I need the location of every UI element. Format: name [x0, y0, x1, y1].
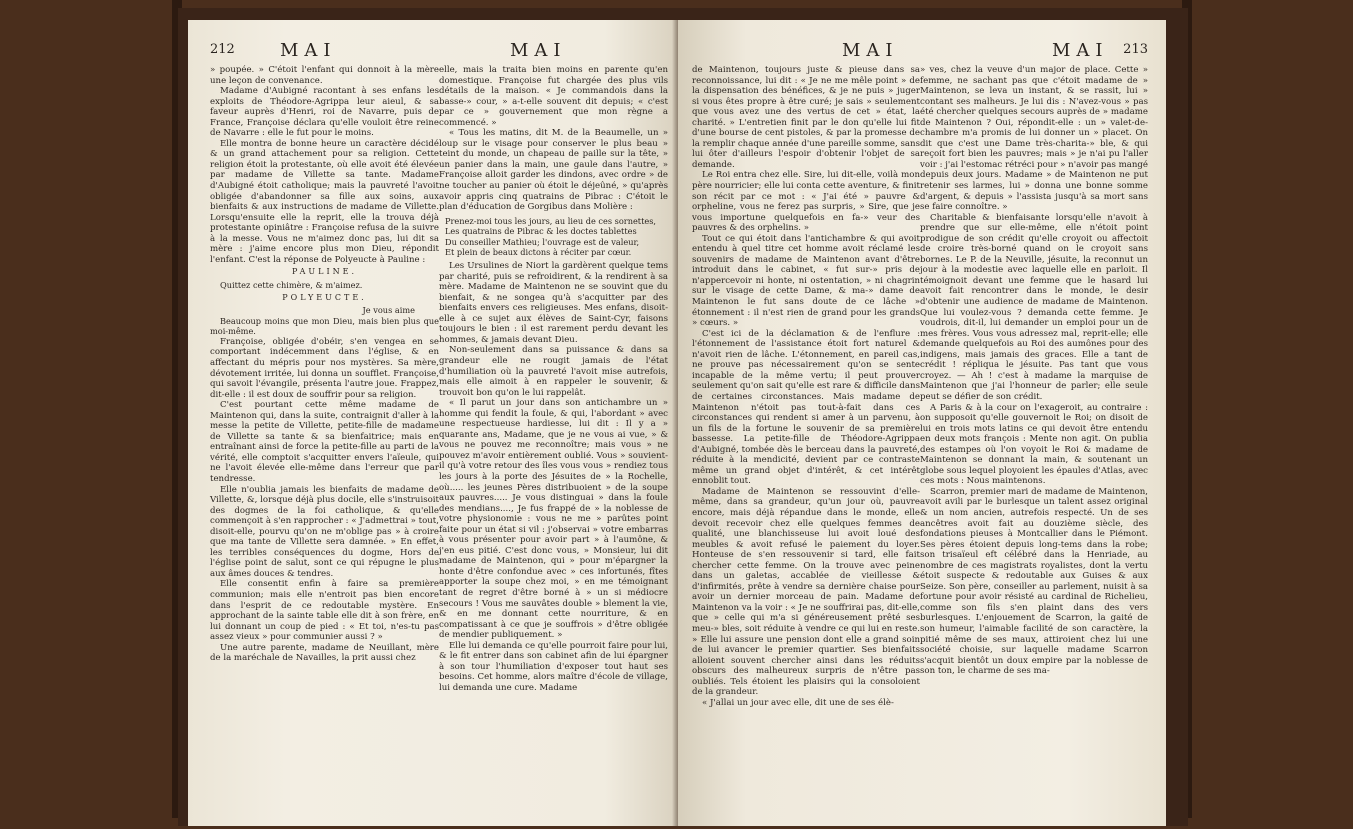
left-col2-paragraph: elle, mais la traita bien moins en parente qu'en domestique. Françoise fut chargée des plus vils détails de la maison. « Je commandois dans la basse-» cour, » a-t-elle souvent dit depuis; « c'est par ce » gouvernement que mon règne a commencé. » — [439, 65, 668, 128]
verse-polyeucte-b: Beaucoup moins que mon Dieu, mais bien plus que moi-même. — [210, 315, 439, 337]
left-col1-paragraph: » poupée. » C'étoit l'enfant qui donnoit à la mère une leçon de convenance. — [210, 65, 439, 86]
left-col1b-paragraph: Elle consentit enfin à faire sa première communion; mais elle n'entroit pas bien encore dans l'esprit de ce redoutable mystère. En approchant de la sainte table elle dit à son frère, en lui donnant un coup de pied : « Et toi, n'es-tu pas assez vieux » pour communier aussi ? » — [210, 579, 439, 643]
right-column-2 — [920, 65, 1148, 708]
right-col1-paragraph: Madame de Maintenon se ressouvint d'elle-même, dans sa grandeur, qu'un jour où, pauvre encore, mais déjà répandue dans le monde, elle devoit recevoir chez elle quelques femmes de qualité, une blanchisseuse lui avoit loué des meubles & avoit refusé le paiement du loyer. Honteuse de s'en ressouvenir si tard, elle fait chercher cette femme. On la trouve avec peine dans un galetas, accablée de vieillesse & d'infirmités, prête à vendre sa dernière chaise pour avoir un dernier morceau de pain. Madame de Maintenon va la voir : « Je ne souffrirai pas, dit-elle, que » celle qui m'a si généreusement prêté ses meu-» bles, soit réduite à vendre ce qui lui en reste. » Elle lui assure une pension dont elle a grand soin de lui avancer le premier quartier. Ses bienfaits alloient souvent chercher ainsi dans les réduits obscurs des malheureux surpris de n'être pas oubliés. Tels étoient les plaisirs qui la consoloient de la grandeur. — [692, 486, 920, 698]
left-col1b-paragraph: Une autre parente, madame de Neuillant, mère de la maréchale de Navailles, la prit aussi chez — [210, 642, 439, 664]
right-column-1 — [692, 65, 920, 708]
left-col2b-paragraph: Elle lui demanda ce qu'elle pourroit faire pour lui, & le fit entrer dans son cabinet afin de lui épargner à son tour l'humiliation d'exposer tout haut ses besoins. Cet homme, alors maître d'école de village, lui demanda une cure. Madame — [439, 640, 668, 693]
left-running-head-1: MAI — [280, 40, 337, 61]
verse-line: Prenez-moi tous les jours, au lieu de ces sornettes, — [445, 215, 657, 226]
right-col2-paragraph: A Paris & à la cour on l'exageroit, au contraire : on supposoit qu'elle gouvernoit le Roi; on disoit de lui en trois mots latins ce qui devoit être entendu en deux mots françois : Mente non agit. On publia des estampes où l'on voyoit le Roi & madame de Maintenon se donnant la main, & soutenant un globe sous lequel ployoient les épaules d'Atlas, avec ces mots : Nous maintenons. — [920, 402, 1148, 487]
left-col1b-paragraph: Elle n'oublia jamais les bienfaits de madame de Villette, &, lorsque déjà plus docile, elle s'instruisoit des dogmes de la foi catholique, & qu'elle commençoit à s'en rapprocher : « J'admettrai » tout, disoit-elle, pourvu qu'on ne m'oblige pas » à croire que ma tante de Villette sera damnée. » En effet, les terribles conséquences du dogme, Hors de l'église point de salut, sont ce qui répugne le plus aux âmes douces & tendres. — [210, 484, 439, 579]
speaker-pauline: PAULINE. — [291, 267, 358, 277]
verse-line: Et plein de beaux dictons à réciter par cœur. — [445, 247, 632, 258]
right-page-header — [692, 40, 1148, 62]
speaker-polyeucte: POLYEUCTE. — [282, 292, 367, 302]
right-col1-paragraph: C'est ici de la déclamation & de l'enflure : l'étonnement de l'assistance étoit fort naturel & n'avoit rien de lâche. L'étonnement, en pareil cas, ne prouve pas nécessairement qu'on se sente incapable de la même vertu; il peut prouver seulement qu'on sait qu'elle est rare & difficile dans de certaines circonstances. Mais madame de Maintenon n'étoit pas tout-à-fait dans ces circonstances qui rendent si amer à un parvenu, à un fils de la fortune le souvenir de sa première bassesse. La petite-fille de Théodore-Agrippa d'Aubigné, tombée dès le berceau dans la pauvreté, réduite à la mendicité, devient par ce contraste même un grand objet d'intérêt, & cet intérêt ennoblit tout. — [692, 328, 920, 487]
open-book — [178, 8, 1188, 826]
left-page-header — [210, 40, 668, 62]
left-column-2 — [439, 65, 668, 693]
left-col2b-paragraph: Non-seulement dans sa puissance & dans sa grandeur elle ne rougit jamais de l'état d'humiliation où la pauvreté l'avoit mise autrefois, mais elle aimoit à en rappeler le souvenir, & trouvoit bon qu'on le lui rappelât. — [439, 345, 668, 398]
verse-polyeucte-a: Je vous aime — [362, 305, 415, 316]
right-page — [678, 20, 1166, 826]
verse-line: Du conseiller Mathieu; l'ouvrage est de valeur, — [445, 236, 640, 247]
right-page-number: 213 — [1123, 42, 1148, 57]
right-col2-paragraph: » ves, chez la veuve d'un major de place. Cette » femme, ne sachant pas que c'étoit madame de » Maintenon, se leva un instant, & se rassit, lui » contant ses malheurs. Je lui dis : N'avez-vous » pas été chercher quelques secours auprès de » madame de Maintenon ? Oui, répondit-elle : un » valet-de-chambre m'a promis de lui donner un » placet. On dit que c'est une Dame très-charita-» ble, & qui reçoit fort bien les pauvres; mais » je n'ai pu l'aller voir : j'ai l'estomac rétréci pour » n'avoir pas mangé depuis deux jours. Madame » de Maintenon ne put retenir ses larmes, lui » donna une bonne somme d'argent, & depuis » l'assista jusqu'à sa mort sans se faire connoître. » — [920, 65, 1148, 213]
left-col1b-paragraph: Françoise, obligée d'obéir, s'en vengea en se comportant indécemment dans l'église, & en affectant du mépris pour nos mystères. Sa mère, dévotement irritée, lui donna un soufflet. Françoise, qui savoit l'évangile, présenta l'autre joue. Frappez, dit-elle : il est doux de souffrir pour sa religion. — [210, 336, 439, 400]
left-col2-paragraph: « Tous les matins, dit M. de la Beaumelle, un » loup sur le visage pour conserver le plus beau » teint du monde, un chapeau de paille sur la tête, » un panier dans la main, une gaule dans l'autre, » Françoise alloit garder les dindons, avec ordre » de ne toucher au panier où étoit le déjeûné, » qu'après avoir appris cinq quatrains de Pibrac : C'étoit le plan d'éducation de Gorgibus dans Molière : — [439, 128, 668, 213]
verse-pauline: Quittez cette chimère, & m'aimez. — [220, 279, 363, 290]
left-col2b-paragraph: Les Ursulines de Niort la gardèrent quelque tems par charité, puis se refroidirent, & la rendirent à sa mère. Madame de Maintenon ne se souvint que du bienfait, & ne songea qu'à s'acquitter par des bienfaits envers ces religieuses. Mes enfans, disoit-elle à ce sujet aux élèves de Saint-Cyr, faisons toujours le bien : il est rarement perdu devant les hommes, & jamais devant Dieu. — [439, 261, 668, 345]
left-col1-paragraph: Elle montra de bonne heure un caractère décidé & un grand attachement pour sa religion. Cette religion étoit la protestante, où elle avoit été élevée par madame de Villette sa tante. Madame d'Aubigné étoit catholique; mais la pauvreté l'avoit obligée d'abandonner sa fille aux soins, aux bienfaits & aux instructions de madame de Villette. Lorsqu'ensuite elle la reprit, elle la trouva déjà protestante opiniâtre : Françoise refusa de la suivre à la messe. Vous ne m'aimez donc pas, lui dit sa mère : j'aime encore plus mon Dieu, répondit l'enfant. C'est la réponse de Polyeucte à Pauline : — [210, 138, 439, 265]
left-column-1 — [210, 65, 439, 693]
left-page-number: 212 — [210, 42, 235, 57]
right-col2-paragraph: Charitable & bienfaisante lorsqu'elle n'avoit à prendre que sur elle-même, elle n'étoit point prodigue de son crédit qu'elle croyoit ou affectoit de croire très-borné quand on le croyoit sans bornes. Le P. de la Neuville, jésuite, la reconnut un jour à la modestie avec laquelle elle en parloit. Il témoignoit devant une femme que le hasard lui avoit fait rencontrer dans le monde, le desir d'obtenir une audience de madame de Maintenon. Que lui voulez-vous ? demanda cette femme. Je voudrois, dit-il, lui demander un emploi pour un de mes frères. Vous vous adressez mal, reprit-elle; elle demande quelquefois au Roi des aumônes pour des indigens, mais jamais des graces. Elle a tant de crédit ! répliqua le jésuite. Pas tant que vous croyez. — Ah ! c'est à madame la marquise de Maintenon que j'ai l'honneur de parler; elle seule peut se défier de son crédit. — [920, 212, 1148, 402]
right-col1-paragraph: Le Roi entra chez elle. Sire, lui dit-elle, voilà mon père nourricier; elle lui conta cette aventure, & finit son récit par ce mot : « J'ai été » pauvre & orpheline, vous ne ferez pas surpris, » Sire, que je vous importune quelquefois en fa-» veur des pauvres & des orphelins. » — [692, 170, 920, 234]
left-col2b-paragraph: « Il parut un jour dans son antichambre un » homme qui fendit la foule, & qui, l'abordant » avec une respectueuse hardiesse, lui dit : Il y a » quarante ans, Madame, que je ne vous ai vue, » & vous ne pouvez me reconnoître; mais vous » ne pouvez m'avoir entièrement oublié. Vous » souvient-il qu'à votre retour des îles vous vous » rendiez tous les jours à la porte des Jésuites de » la Rochelle, où..... les jeunes Pères distribuoient » de la soupe aux pauvres..... Je vous distinguai » dans la foule des mendians...., Je fus frappé de » la noblesse de votre physionomie : vous ne me » parûtes point faite pour un état si vil : j'observai » votre embarras à vous présenter pour avoir part » à l'aumône, & j'en eus pitié. C'est donc vous, » Monsieur, lui dit madame de Maintenon, qui » pour m'épargner la honte d'être confondue avec » ces infortunés, fîtes apporter la soupe chez moi, » en me témoignant tant de regret d'être borné à » un si médiocre secours ! Vous me sauvâtes double » blement la vie, & en me donnant cette nourriture, & en compatissant à ce que je souffrois » d'être obligée de mendier publiquement. » — [439, 398, 668, 641]
right-running-head-2: MAI — [1052, 40, 1109, 61]
left-running-head-2: MAI — [510, 40, 567, 61]
right-col2-paragraph: Scarron, premier mari de madame de Maintenon, avoit avili par le burlesque un talent assez original & un nom ancien, autrefois respecté. Un de ses ancêtres avoit fait au douzième siècle, des fondations pieuses à Montcallier dans le Piémont. Ses pères étoient depuis long-tems dans la robe; son trisaïeul eft célébré dans la Henriade, au nombre de ces magistrats royalistes, dont la vertu étoit suspecte & redoutable aux Guises & aux Seize. Son père, conseiller au parlement, nuisit à sa fortune pour avoir résisté au cardinal de Richelieu, comme son fils s'en plaint dans des vers burlesques. L'enjouement de Scarron, la gaité de son humeur, l'aimable facilité de son caractère, la pitié même de ses maux, attiroient chez lui une société choisie, sur laquelle madame Scarron s'acquit bientôt un doux empire par la noblesse de son ton, le charme de ses ma- — [920, 486, 1148, 677]
left-col1-paragraph: Madame d'Aubigné racontant à ses enfans les exploits de Théodore-Agrippa leur aieul, & sa faveur auprès d'Henri, roi de Navarre, puis de France, Françoise déclara qu'elle vouloit être reine de Navarre : elle le fut pour le moins. — [210, 86, 439, 139]
right-col1-paragraph: de Maintenon, toujours juste & pieuse dans sa reconnoissance, lui dit : « Je ne me mêle point » de la dispensation des bénéfices, & je ne puis » juger si vous êtes propre à être curé; je sais » seulement que vous avez une des vertus de cet » état, la charité. » L'entretien finit par le don qu'elle lui fit d'une bourse de cent pistoles, & par la promesse de la remplir chaque année d'une pareille somme, sans lui ôter d'ailleurs l'espoir d'obtenir l'objet de sa demande. — [692, 65, 920, 170]
left-col1b-paragraph: C'est pourtant cette même madame de Maintenon qui, dans la suite, contraignit d'aller à la messe la petite de Villette, petite-fille de madame de Villette sa tante & sa bienfaitrice; mais en entraînant ainsi de force la petite-fille au parti de la vérité, elle comptoit s'acquitter envers l'aïeule, qui ne l'avoit élevée elle-même dans l'erreur que par tendresse. — [210, 400, 439, 484]
right-col1-paragraph: « J'allai un jour avec elle, dit une de ses élè- — [702, 697, 894, 708]
verse-moliere — [445, 216, 668, 258]
right-col1-paragraph: Tout ce qui étoit dans l'antichambre & qui avoit entendu à quel titre cet homme avoit réclamé les souvenirs de madame de Maintenon avant d'être introduit dans le cabinet, « fut sur-» pris de n'appercevoir ni honte, ni ostentation, » ni chagrin sur le visage de cette Dame, & ma-» dame de Maintenon le fut sans doute de ce lâche » étonnement : il n'est rien de grand pour les grands » cœurs. » — [692, 233, 920, 329]
left-page — [188, 20, 678, 826]
verse-line: Les quatrains de Pibrac & les doctes tablettes — [445, 226, 637, 237]
right-running-head-1: MAI — [842, 40, 899, 61]
